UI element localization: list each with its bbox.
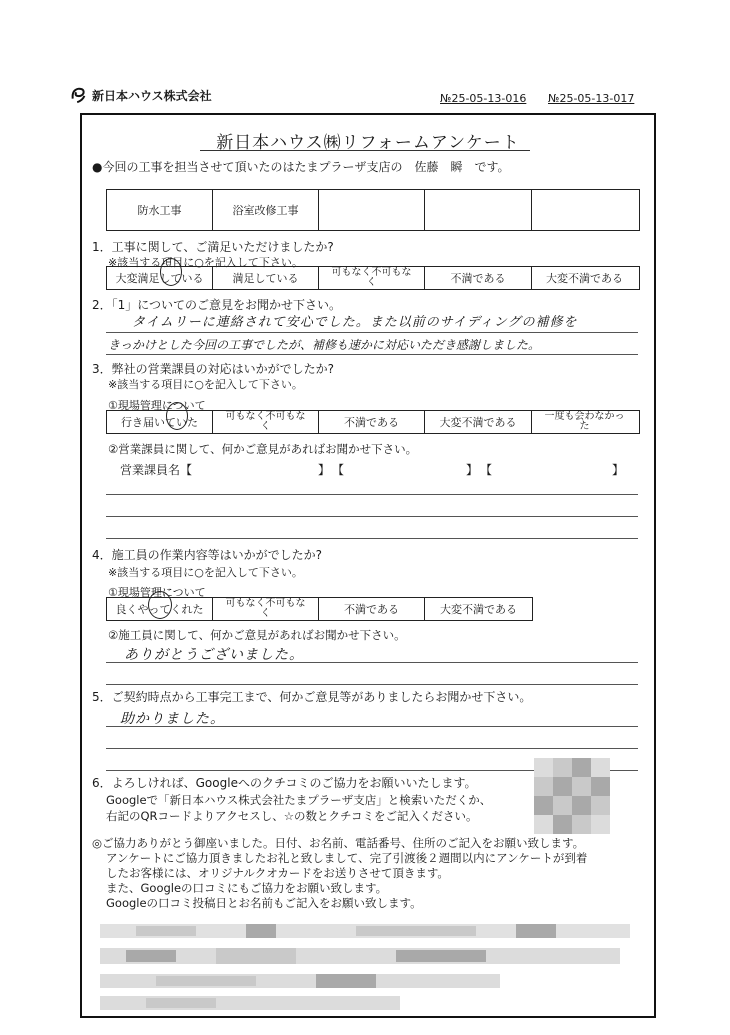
q6-line-2: Googleで「新日本ハウス株式会社たまプラーザ支店」と検索いただくか、 xyxy=(106,793,492,807)
q1-note: ※該当する項目に○を記入して下さい。 xyxy=(108,256,303,269)
q3-selected-mark xyxy=(166,402,188,430)
q1-selected-mark xyxy=(160,258,182,286)
qr-code[interactable] xyxy=(534,758,610,834)
q3-sub2: ②営業課員に関して、何かご意見があればお聞かせ下さい。 xyxy=(108,442,418,456)
footer-line-4: また、Googleの口コミにもご協力をお願い致します。 xyxy=(106,881,388,895)
q3-option: 大変不満である xyxy=(425,411,532,433)
answer-line xyxy=(106,494,638,495)
footer-line-1: ◎ご協力ありがとう御座いました。日付、お名前、電話番号、住所のご記入をお願い致します。 xyxy=(92,836,585,850)
footer-line-5: Googleの口コミ投稿日とお名前もご記入をお願い致します。 xyxy=(106,896,422,910)
work-type-table xyxy=(106,189,640,231)
q4-answer: ありがとうございました。 xyxy=(124,647,304,663)
q1-option: 不満である xyxy=(425,267,532,289)
footer-line-2: アンケートにご協力頂きましたお礼と致しまして、完了引渡後２週間以内にアンケートが到着 xyxy=(106,851,588,865)
answer-line xyxy=(106,748,638,749)
q2-answer-line-2: きっかけとした今回の工事でしたが、補修も速かに対応いただき感謝しました。 xyxy=(108,338,541,352)
answer-line xyxy=(106,354,638,355)
page-title: 新日本ハウス㈱リフォームアンケート xyxy=(216,133,520,153)
work-type-cell: 浴室改修工事 xyxy=(213,190,319,230)
bracket-close: 】 xyxy=(612,463,625,477)
q3-option: 行き届いていた xyxy=(107,411,213,433)
q5-answer: 助かりました。 xyxy=(120,711,225,727)
doc-number-1: №25-05-13-016 xyxy=(440,92,527,105)
answer-line xyxy=(106,332,638,333)
bracket-close: 】 xyxy=(466,463,479,477)
redacted-customer-info xyxy=(96,918,636,1014)
intro-text: ●今回の工事を担当させて頂いたのはたまプラーザ支店の 佐藤 瞬 です。 xyxy=(92,160,510,174)
q4-option: 良くやってくれた xyxy=(107,598,213,620)
q4-selected-mark xyxy=(148,591,172,619)
work-type-cell: 防水工事 xyxy=(107,190,213,230)
q3-option: 不満である xyxy=(319,411,425,433)
work-type-cell xyxy=(532,190,637,230)
bracket-open: 【 xyxy=(332,463,345,477)
q1-option: 大変不満である xyxy=(546,272,623,285)
staff-name-label: 営業課員名【 xyxy=(120,463,193,477)
doc-number-2: №25-05-13-017 xyxy=(548,92,635,105)
q1-question: 1．工事に関して、ご満足いただけましたか? xyxy=(92,240,334,254)
q4-sub2: ②施工員に関して、何かご意見があればお聞かせ下さい。 xyxy=(108,628,406,642)
q6-line-3: 右記のQRコードよりアクセスし、☆の数とクチコミをご記入ください。 xyxy=(106,809,478,823)
work-type-cell xyxy=(319,190,425,230)
title-underline xyxy=(200,150,530,151)
company-logo xyxy=(70,86,212,104)
answer-line xyxy=(106,662,638,663)
q4-option: 可もなく不可もな く xyxy=(213,598,319,620)
bracket-close: 】 xyxy=(318,463,331,477)
q3-question: 3．弊社の営業課員の対応はいかがでしたか? xyxy=(92,362,335,376)
bracket-open: 【 xyxy=(480,463,493,477)
q4-option: 大変不満である xyxy=(440,603,517,616)
q1-option: 大変満足している xyxy=(107,267,213,289)
company-name: 新日本ハウス株式会社 xyxy=(92,88,212,103)
q5-question: 5．ご契約時点から工事完工まで、何かご意見等がありましたらお聞かせ下さい。 xyxy=(92,690,532,704)
answer-line xyxy=(106,538,638,539)
q3-option: 一度も会わなかっ た xyxy=(544,411,625,432)
q1-option: 満足している xyxy=(213,267,319,289)
q4-option: 不満である xyxy=(319,598,425,620)
q4-sub1: ①現場管理について xyxy=(108,586,206,599)
q2-answer-line-1: タイムリーに連絡されて安心でした。また以前のサイディングの補修を xyxy=(132,315,578,330)
q6-line-1: 6．よろしければ、Googleへのクチコミのご協力をお願いいたします。 xyxy=(92,776,477,790)
footer-line-3: したお客様には、オリジナルクオカードをお送りさせて頂きます。 xyxy=(106,866,449,880)
answer-line xyxy=(106,516,638,517)
answer-line xyxy=(106,684,638,685)
q4-note: ※該当する項目に○を記入して下さい。 xyxy=(108,566,303,579)
company-logo-icon xyxy=(70,86,88,104)
answer-line xyxy=(106,726,638,727)
q1-options xyxy=(106,266,640,290)
work-type-cell xyxy=(425,190,532,230)
q3-sub1: ①現場管理について xyxy=(108,399,206,412)
q2-question: 2．「1」についてのご意見をお聞かせ下さい。 xyxy=(92,298,342,312)
q1-option: 可もなく不可もな く xyxy=(319,267,425,289)
q3-note: ※該当する項目に○を記入して下さい。 xyxy=(108,378,303,391)
q4-question: 4．施工員の作業内容等はいかがでしたか? xyxy=(92,548,323,562)
q3-option: 可もなく不可もな く xyxy=(213,411,319,433)
